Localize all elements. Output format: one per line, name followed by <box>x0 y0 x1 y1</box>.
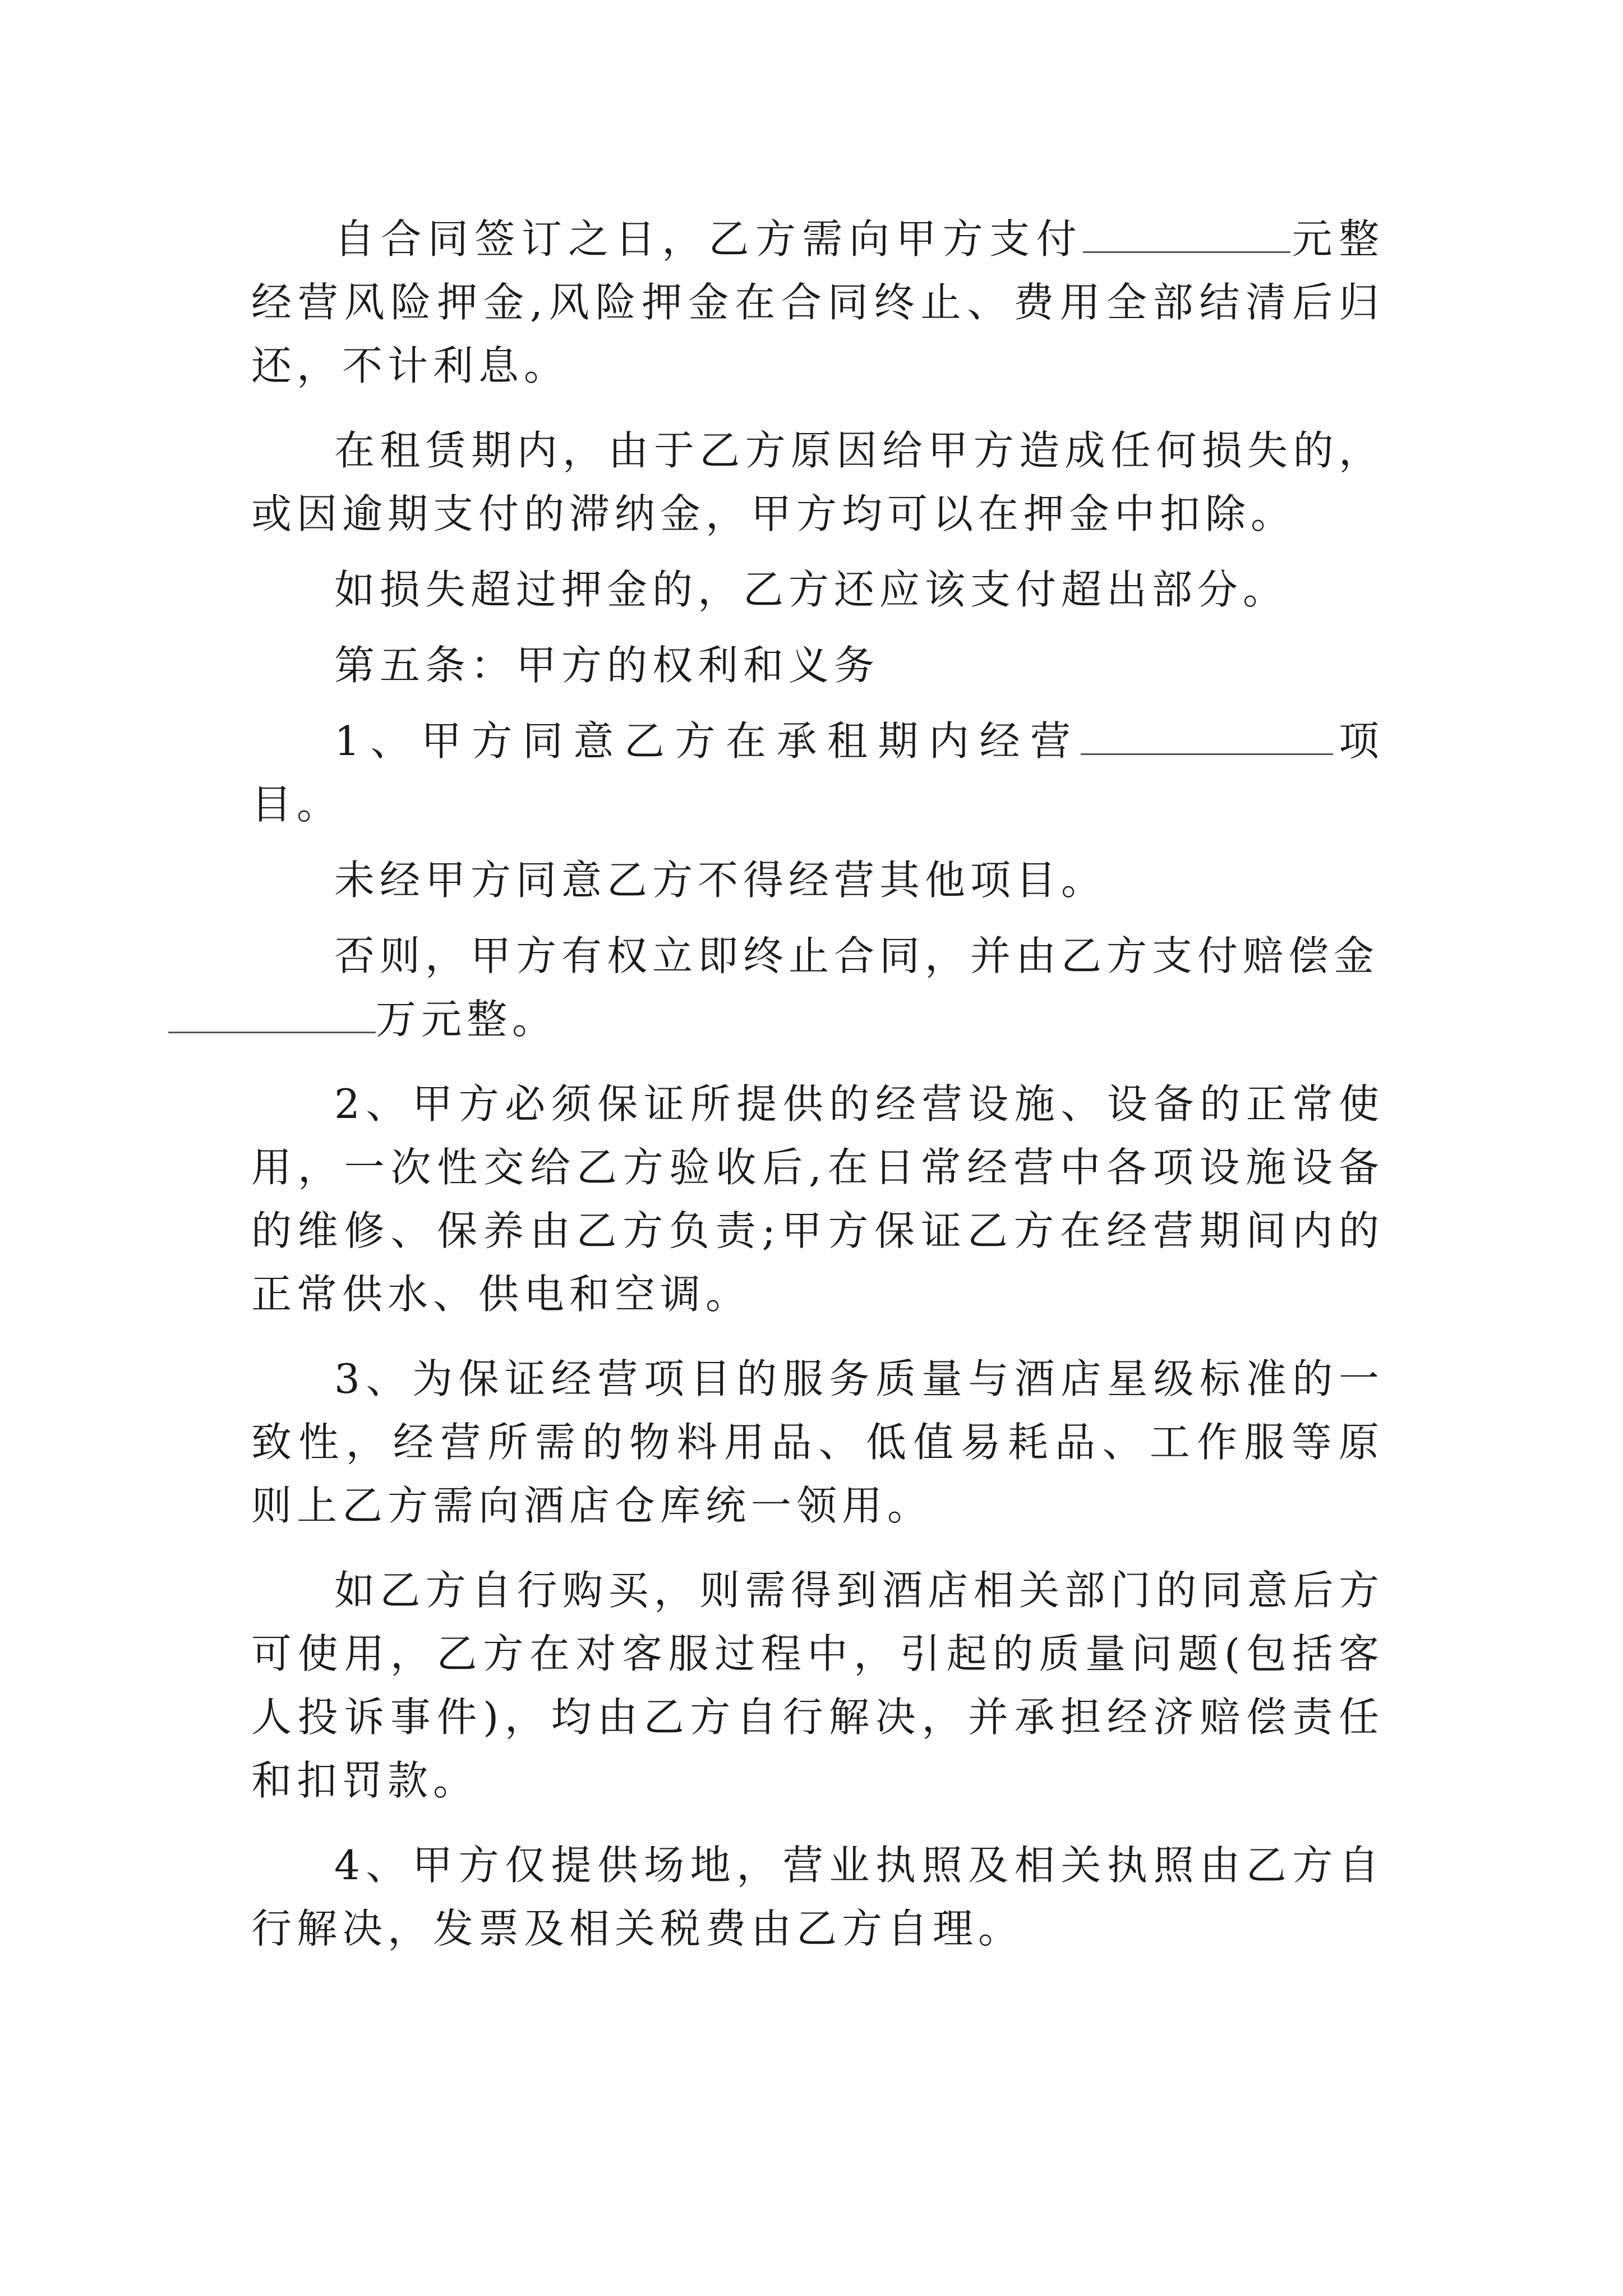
paragraph-item-2: 2、甲方必须保证所提供的经营设施、设备的正常使用，一次性交给乙方验收后,在日常经营中各项设施设备的维修、保养由乙方负责;甲方保证乙方在经营期间内的正常供水、供电和空调。 <box>251 1080 1384 1318</box>
paragraph-item-3: 3、为保证经营项目的服务质量与酒店星级标准的一致性，经营所需的物料用品、低值易耗品、工作服等原则上乙方需向酒店仓库统一领用。 <box>251 1355 1384 1529</box>
deposit-text-start: 自合同签订之日，乙方需向甲方支付 <box>334 215 1083 263</box>
paragraph-deposit <box>251 208 1384 398</box>
compensation-text-end: 万元整。 <box>376 996 558 1043</box>
paragraph-no-other-items: 未经甲方同意乙方不得经营其他项目。 <box>334 857 1107 904</box>
item-1-text-end: 项目。 <box>251 717 1384 828</box>
document-page <box>251 208 1384 1973</box>
compensation-amount-blank <box>168 997 376 1033</box>
paragraph-item-1 <box>251 710 1384 836</box>
paragraph-self-purchase: 如乙方自行购买，则需得到酒店相关部门的同意后方可使用，乙方在对客服过程中，引起的质量问题(包括客人投诉事件)，均由乙方自行解决，并承担经济赔偿责任和扣罚款。 <box>251 1567 1384 1804</box>
item-1-text-start: 1、甲方同意乙方在承租期内经营 <box>334 717 1081 765</box>
business-item-blank <box>1081 719 1333 755</box>
deposit-text-end: 元整经营风险押金,风险押金在合同终止、费用全部结清后归还，不计利息。 <box>251 215 1384 389</box>
paragraph-item-4: 4、甲方仅提供场地，营业执照及相关执照由乙方自行解决，发票及相关税费由乙方自理。 <box>251 1842 1384 1952</box>
paragraph-deduction: 在租赁期内，由于乙方原因给甲方造成任何损失的，或因逾期支付的滞纳金，甲方均可以在押金中扣除。 <box>251 427 1384 537</box>
paragraph-compensation <box>251 924 1384 1051</box>
article-five-heading: 第五条：甲方的权利和义务 <box>334 642 880 689</box>
compensation-text-start: 否则，甲方有权立即终止合同，并由乙方支付赔偿金 <box>334 932 1380 979</box>
deposit-amount-blank <box>1083 217 1290 253</box>
paragraph-excess-loss: 如损失超过押金的，乙方还应该支付超出部分。 <box>334 566 1289 613</box>
